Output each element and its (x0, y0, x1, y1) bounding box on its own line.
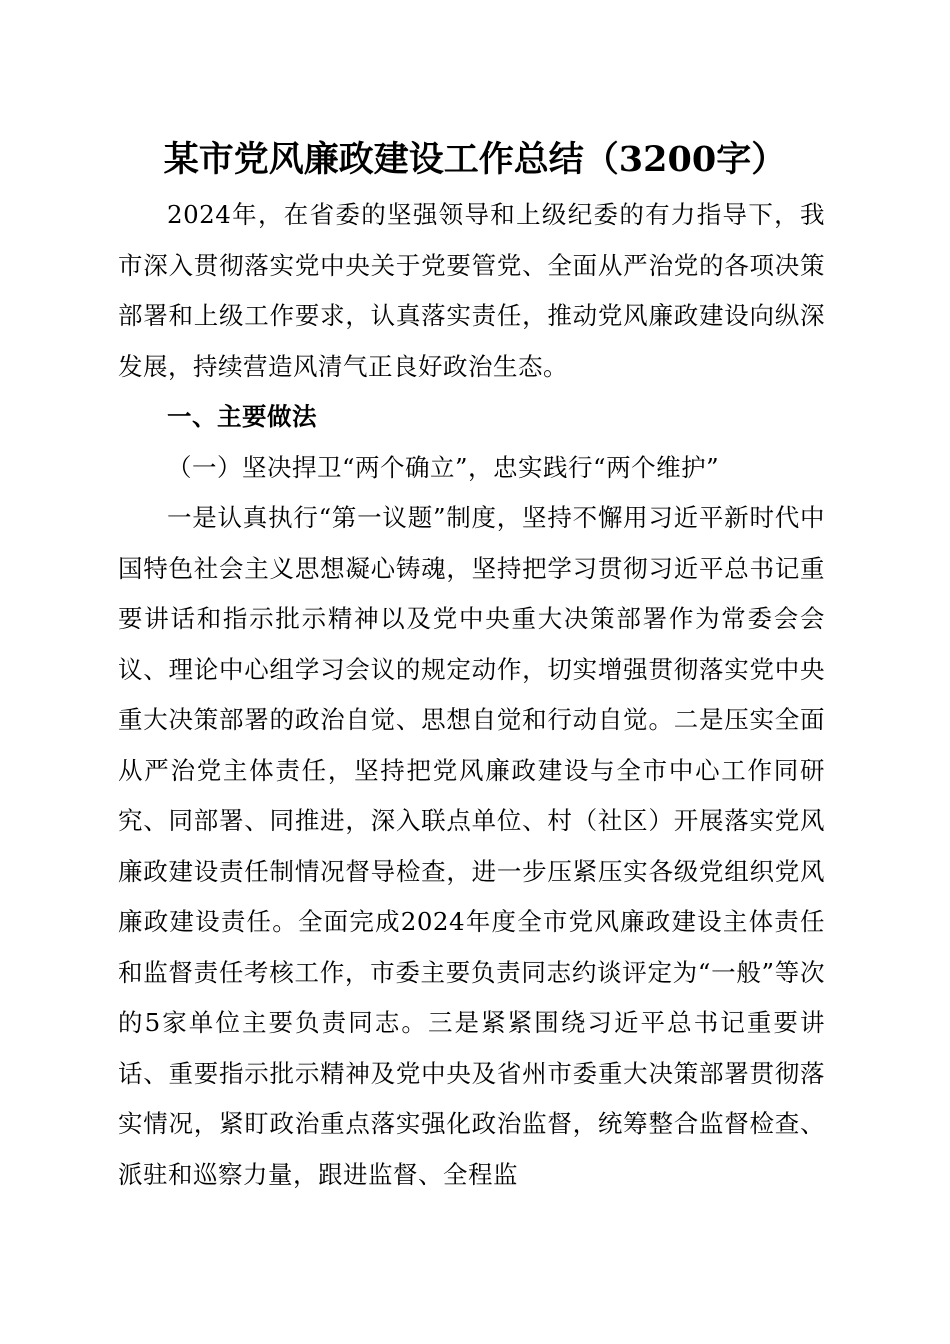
document-title: 某市党风廉政建设工作总结（3200字） (163, 139, 787, 180)
body-paragraph: 一是认真执行“第一议题”制度，坚持不懈用习近平新时代中国特色社会主义思想凝心铸魂，坚持把学习贯彻习近平总书记重要讲话和指示批示精神以及党中央重大决策部署作为常委会会议、理论中心组学习会议的规定动作，切实增强贯彻落实党中央重大决策部署的政治自觉、思想自觉和行动自觉。二是压实全面从严治党主体责任，坚持把党风廉政建设与全市中心工作同研究、同部署、同推进，深入联点单位、村（社区）开展落实党风廉政建设责任制情况督导检查，进一步压紧压实各级党组织党风廉政建设责任。全面完成2024年度全市党风廉政建设主体责任和监督责任考核工作，市委主要负责同志约谈评定为“一般”等次的5家单位主要负责同志。三是紧紧围绕习近平总书记重要讲话、重要指示批示精神及党中央及省州市委重大决策部署贯彻落实情况，紧盯政治重点落实强化政治监督，统筹整合监督检查、派驻和巡察力量，跟进监督、全程监 (118, 503, 825, 1189)
document-body (118, 190, 825, 1200)
intro-paragraph: 2024年，在省委的坚强领导和上级纪委的有力指导下，我市深入贯彻落实党中央关于党要管党、全面从严治党的各项决策部署和上级工作要求，认真落实责任，推动党风廉政建设向纵深发展，持续营造风清气正良好政治生态。 (118, 200, 825, 381)
section-heading: 一、主要做法 (167, 402, 317, 431)
subsection-heading: （一）坚决捍卫“两个确立”，忠实践行“两个维护” (167, 452, 720, 482)
